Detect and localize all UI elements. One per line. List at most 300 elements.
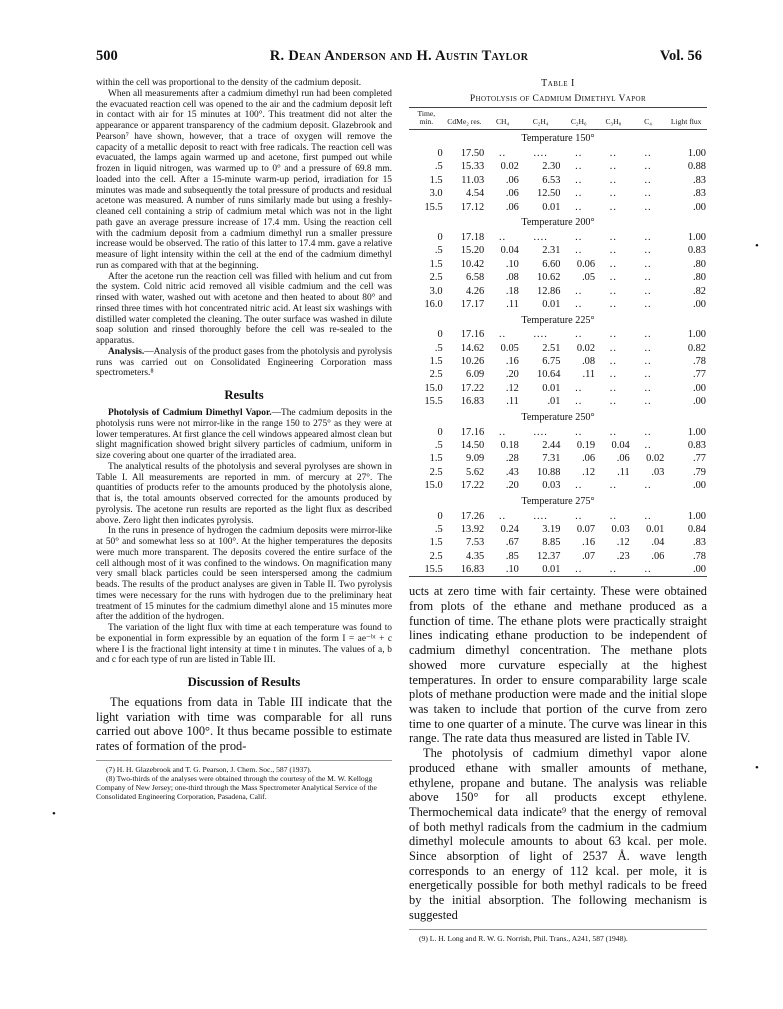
table-row	[409, 231, 707, 244]
column-header: C₂H₆	[561, 108, 596, 130]
table-cell: .83	[693, 174, 706, 186]
table-cell: ..	[644, 201, 652, 213]
paragraph: After the acetone run the reaction cell was filled with helium and cut from the system. Cold nitric acid removed all visible cadmium and the cell was rinsed with water, washed out with acetone and then heated to about 80° and rinsed three times with hot concentrated nitric acid. At least six washings with distilled water completed the cleaning. The outer surface was washed in dilute soap solution and rinsed thoroughly before the cell was re-sealed to the apparatus.	[96, 271, 392, 346]
table-cell: 12.37	[537, 550, 561, 562]
table-cell: .00	[693, 298, 706, 310]
table-cell: 4.54	[466, 188, 485, 200]
table-cell: ..	[561, 563, 596, 577]
results-text	[96, 408, 392, 666]
table-cell: 1.5	[429, 356, 443, 368]
table-cell: .28	[505, 453, 519, 465]
table-cell: 6.09	[466, 369, 485, 381]
results-heading: Results	[224, 388, 264, 402]
table-row	[409, 200, 707, 213]
table-cell: ..	[609, 201, 617, 213]
table-row	[409, 479, 707, 492]
table-cell: .85	[505, 550, 519, 562]
table-cell: 10.42	[460, 258, 485, 270]
temperature-label: Temperature 200°	[521, 217, 595, 229]
table-cell: 1.00	[687, 426, 706, 438]
table-cell: ..	[498, 148, 507, 159]
temperature-group-row	[409, 129, 707, 147]
table-cell: 17.22	[460, 480, 485, 492]
table-cell: ..	[644, 298, 652, 310]
table-cell: .08	[582, 356, 596, 368]
table-row	[409, 536, 707, 549]
table-cell: 0.04	[500, 245, 519, 257]
table-row	[409, 147, 707, 160]
table-cell: 15.5	[409, 563, 444, 577]
table-row	[409, 271, 707, 284]
table-cell: .08	[505, 272, 519, 284]
table-cell: .00	[693, 201, 706, 213]
footnote: (7) H. H. Glazebrook and T. G. Pearson, J. Chem. Soc., 587 (1937).	[106, 764, 312, 774]
paragraph: When all measurements after a cadmium dimethyl run had been completed the evacuated reaction cell was opened to the air and the cadmium deposit left in contact with air for 15 minutes at 100°. This treatment did not alter the appearance or apparent transparency of the cadmium deposit. Glazebrook and Pearson⁷ have shown, however, that a trace of oxygen will remove the capacity of a metallic deposit to react with free radicals. The reaction cell was evacuated, the lamps again warmed up and acetone, first pumped out while frozen in liquid nitrogen, was warmed up to 0° and a pressure of 69.8 mm. loaded into the cell. After a 15-minute warm-up period, irradiation for 15 minutes was made and subsequently the total pressure of products and residual acetone was measured. A number of runs similarly made but using a freshly-cleaned cell containing a strip of cadmium metal which was not in the light path gave an average pressure increase of 17.4 mm. Using the reaction cell with the cadmium deposit from a cadmium dimethyl run a smaller pressure increase would be observed. The ratio of this latter to 17.4 mm. gave a relative measure of light intensity within the cell at the end of the cadmium dimethyl run as compared with that at the beginning.	[96, 88, 392, 271]
left-column	[96, 78, 392, 801]
table-cell: 17.16	[460, 329, 485, 341]
table-cell: 3.0	[429, 285, 443, 297]
table-cell: 15.33	[460, 161, 485, 173]
table-cell: 17.17	[460, 298, 485, 310]
temperature-label: Temperature 225°	[521, 314, 595, 326]
paragraph: The analytical results of the photolysis and several pyrolyses are shown in Table I. All measurements are reported in mm. of mercury at 27°. The quantities of products refer to the amounts produced by the photolysis alone, that is, the total amounts observed corrected for the amounts produced by pyrolysis. The acetone run results are reported as the light flux as described above. Zero light then indicates pyrolysis.	[96, 461, 392, 526]
table-cell: .11	[617, 466, 630, 478]
column-header: C₄	[631, 108, 666, 130]
table-cell: ..	[644, 245, 652, 257]
table-cell: ..	[644, 148, 652, 159]
table-cell: 15.20	[460, 245, 485, 257]
table-cell: 3.0	[429, 188, 443, 200]
column-header: Light flux	[665, 108, 707, 130]
table-cell: 0.02	[500, 161, 519, 173]
table-cell: .11	[506, 396, 519, 408]
table-cell: .5	[434, 440, 443, 452]
footnote: (9) L. H. Long and R. W. G. Norrish, Phil. Trans., A241, 587 (1948).	[419, 933, 628, 943]
table-cell: ..	[498, 231, 507, 243]
table-cell: 10.62	[537, 272, 561, 284]
table-cell: ..	[644, 356, 652, 368]
table-cell: ..	[644, 258, 652, 270]
table-cell: .5	[434, 523, 443, 535]
paragraph: The variation of the light flux with time at each temperature was found to be exponential in form expressible by an equation of the form I = ae⁻ᵇᵗ + c where I is the fractional light intensity at time t in minutes. The values of a, b and c for each type of run are listed in Table III.	[96, 623, 392, 666]
table-cell: .12	[616, 537, 630, 549]
table-cell: .00	[693, 382, 706, 394]
table-cell: 6.53	[542, 174, 561, 186]
table-cell: ..	[575, 148, 583, 159]
table-cell: .04	[651, 537, 665, 549]
table-cell: .06	[505, 188, 519, 200]
table-cell: ..	[609, 174, 617, 186]
photolysis-text: —The cadmium deposits in the photolysis runs were not mirror-like in the range 150 to 275° as they were at lower temperatures. At first glance the cell windows appeared almost clean but slight magnification showed bright silvery particles of cadmium, uniform in size covering about one quarter of the irradiated area.	[96, 408, 392, 461]
table-cell: 1.5	[429, 537, 443, 549]
paragraph: ucts at zero time with fair certainty. These were obtained from plots of the ethane and methane produced as a function of time. The ethane plots were practically straight lines indicating ethane production to be independent of cadmium dimethyl concentration. The methane plots showed more curvature especially at the highest temperatures. In order to ensure comparability large scale plots of methane production were made and the initial slope was taken to include that portion of the curve from zero time to one quarter of a minute. The curve was linear in this range. The rate data thus measured are listed in Table IV.	[409, 584, 707, 746]
table-cell: 15.0	[424, 480, 443, 492]
table-cell: ..	[609, 342, 617, 354]
table-cell: .20	[505, 369, 519, 381]
table-row	[409, 563, 707, 577]
table-cell: 10.26	[460, 356, 485, 368]
table-cell: .05	[582, 272, 596, 284]
table-cell: ....	[533, 426, 548, 438]
table-body	[409, 129, 707, 577]
table-cell: .01	[547, 396, 561, 408]
table-cell: 0.01	[542, 298, 561, 310]
table-cell: ..	[575, 245, 583, 257]
table-cell: .16	[582, 537, 596, 549]
table-cell: ..	[575, 298, 583, 310]
table-cell: ..	[644, 329, 652, 341]
right-column	[409, 78, 707, 943]
table-cell: 12.50	[537, 188, 561, 200]
table-cell: .79	[693, 466, 706, 478]
temperature-group-row	[409, 408, 707, 425]
table-cell: ..	[609, 258, 617, 270]
table-cell: ..	[644, 480, 652, 492]
table-row	[409, 368, 707, 381]
table-cell: .06	[616, 453, 630, 465]
table-cell: .11	[582, 369, 596, 381]
footnotes	[96, 760, 392, 801]
table-cell: 0.82	[687, 342, 706, 354]
paragraph: The photolysis of cadmium dimethyl vapor alone produced ethane with smaller amounts of methane, ethylene, propane and butane. The analysis was reliable above 150° for all products except ethylene. Thermochemical data indicate⁹ that the energy of removal of both methyl radicals from the cadmium in the cadmium dimethyl molecule amounts to about 63 kcal. per mole. Since absorption of light of 2537 Å. wave length corresponds to an energy of 112 kcal. per mole, it is energetically possible for both methyl radicals to be freed by the initial absorption. The following mechanism is suggested	[409, 746, 707, 922]
table-cell: .23	[616, 550, 630, 562]
table-row	[409, 187, 707, 200]
table-cell: ..	[575, 174, 583, 186]
table-cell: 11.03	[461, 174, 485, 186]
table-cell: 16.0	[424, 298, 443, 310]
table-cell: 2.5	[429, 272, 443, 284]
column-header: CdMe₂ res.	[444, 108, 486, 130]
table-cell: ..	[575, 231, 583, 243]
table-cell: 7.31	[542, 453, 561, 465]
table-cell: ..	[609, 356, 617, 368]
table-cell: ..	[644, 440, 652, 452]
table-cell: .11	[506, 298, 519, 310]
table-cell: 1.5	[429, 174, 443, 186]
table-cell: ....	[533, 231, 548, 243]
table-1	[409, 78, 707, 577]
table-cell: .03	[651, 466, 665, 478]
table-cell: .78	[693, 356, 706, 368]
table-cell: 0.01	[646, 523, 665, 535]
table-cell: 15.0	[424, 382, 443, 394]
table-row	[409, 452, 707, 465]
paragraph: In the runs in presence of hydrogen the cadmium deposits were mirror-like at 50° and somewhat less so at 100°. At the higher temperatures the deposits were much more transparent. The deposits covered the entire surface of the cell although most of it was confined to the windows. On magnification many very small black particles could be seen interspersed among the cadmium beads. The results of the product analyses are given in Table II. Two pyrolysis times were necessary for the runs with hydrogen due to the preliminary heat treatment of 15 minutes for the cadmium dimethyl alone and 15 minutes more after the addition of the hydrogen.	[96, 526, 392, 623]
table-cell: .78	[693, 550, 706, 562]
table-cell: .00	[693, 396, 706, 408]
table-cell: ..	[609, 161, 617, 173]
table-cell: 2.5	[429, 369, 443, 381]
table-cell: 1.00	[687, 510, 706, 522]
table-cell: .12	[582, 466, 596, 478]
table-cell: ..	[644, 285, 652, 297]
table-cell: 4.35	[466, 550, 485, 562]
table-cell: ..	[498, 329, 507, 341]
table-cell: ..	[609, 369, 617, 381]
table-cell: .83	[693, 537, 706, 549]
table-cell: 15.5	[424, 201, 443, 213]
temperature-group-row	[409, 214, 707, 231]
table-cell: 0.02	[576, 342, 596, 354]
table-cell: 17.50	[460, 148, 485, 159]
table-cell: 0.01	[520, 563, 562, 577]
table-cell: ....	[533, 148, 548, 159]
table-cell: ..	[575, 396, 583, 408]
table-cell: ..	[609, 510, 617, 522]
temperature-group-row	[409, 492, 707, 509]
temperature-group-row	[409, 311, 707, 328]
table-cell: 0.03	[611, 523, 630, 535]
table-cell: 1.5	[429, 258, 443, 270]
table-row	[409, 244, 707, 257]
table-cell: 0.24	[500, 523, 519, 535]
table-cell: 0.03	[542, 480, 561, 492]
table-cell: ..	[609, 148, 617, 159]
table-title: Table I	[541, 78, 575, 89]
photolysis-paragraph	[96, 408, 392, 462]
table-row	[409, 174, 707, 187]
table-cell: .67	[505, 537, 519, 549]
table-cell: 12.86	[537, 285, 561, 297]
table-cell: .20	[505, 480, 519, 492]
table-cell: .82	[693, 285, 706, 297]
margin-mark: •	[755, 762, 759, 774]
table-cell: .5	[434, 161, 443, 173]
table-cell: 17.18	[460, 231, 485, 243]
column-header: Time, min.	[409, 108, 444, 130]
table-row	[409, 509, 707, 522]
table-cell: .07	[582, 550, 596, 562]
table-cell: 17.16	[460, 426, 485, 438]
table-row	[409, 160, 707, 173]
table-row	[409, 466, 707, 479]
table-cell: ..	[596, 563, 631, 577]
table-cell: .10	[505, 258, 519, 270]
table-cell: 15.5	[424, 396, 443, 408]
table-cell: ..	[575, 188, 583, 200]
table-cell: 0.04	[611, 440, 630, 452]
table-cell: 7.53	[466, 537, 485, 549]
table-cell: .5	[434, 342, 443, 354]
table-cell: 0.88	[687, 161, 706, 173]
running-head-authors: R. Dean Anderson and H. Austin Taylor	[269, 48, 529, 64]
table-cell: 0	[437, 510, 443, 522]
table-cell: ..	[644, 382, 652, 394]
margin-mark: •	[52, 808, 56, 820]
table-cell: ..	[609, 382, 617, 394]
table-cell: ..	[575, 510, 583, 522]
table-cell: 0	[437, 148, 443, 159]
table-row	[409, 355, 707, 368]
table-row	[409, 298, 707, 311]
table-cell: ..	[575, 161, 583, 173]
table-cell: ..	[609, 245, 617, 257]
table-cell: 14.62	[460, 342, 485, 354]
table-header-row	[409, 108, 707, 130]
table-cell: ..	[498, 426, 507, 438]
paragraph: The equations from data in Table III indicate that the light variation with time was comparable for all runs carried out above 100°. It thus became possible to estimate rates of formation of the prod-	[96, 695, 392, 754]
table-cell: ..	[609, 396, 617, 408]
table-cell: .06	[582, 453, 596, 465]
table-cell: 6.60	[542, 258, 561, 270]
table-cell: .00	[665, 563, 707, 577]
methods-text	[96, 78, 392, 379]
table-cell: 14.50	[460, 440, 485, 452]
table-cell: ..	[644, 161, 652, 173]
table-cell: ..	[609, 298, 617, 310]
table-cell: ..	[644, 369, 652, 381]
table-cell: 8.85	[542, 537, 561, 549]
table-cell: ..	[609, 231, 617, 243]
photolysis-runin-heading: Photolysis of Cadmium Dimethyl Vapor.	[108, 408, 272, 418]
table-cell: ..	[575, 329, 583, 341]
table-cell: 0	[437, 231, 443, 243]
table-cell: ..	[644, 426, 652, 438]
table-cell: 10.64	[537, 369, 561, 381]
table-cell: 0	[437, 426, 443, 438]
paragraph: within the cell was proportional to the density of the cadmium deposit.	[96, 78, 362, 88]
table-cell: 0.05	[500, 342, 519, 354]
table-caption: Photolysis of Cadmium Dimethyl Vapor	[469, 94, 647, 104]
volume-number: Vol. 56	[659, 48, 702, 64]
table-row	[409, 328, 707, 341]
table-cell: 17.12	[460, 201, 485, 213]
table-cell: .77	[693, 369, 706, 381]
table-cell: ..	[498, 510, 507, 522]
table-cell: 16.83	[444, 563, 486, 577]
analysis-runin-heading: Analysis.	[108, 346, 145, 357]
column-header: C₂H₄	[520, 108, 562, 130]
table-cell: ..	[644, 174, 652, 186]
table-cell: 2.5	[429, 466, 443, 478]
page-number: 500	[96, 48, 118, 64]
analysis-text: —Analysis of the product gases from the photolysis and pyrolysis runs was carried out on Consolidated Engineering Corporation mass spectrometers.⁸	[96, 346, 392, 379]
table-cell: 0.84	[687, 523, 706, 535]
table-cell: .16	[505, 356, 519, 368]
table-cell: 13.92	[460, 523, 485, 535]
table-cell: 0.02	[646, 453, 665, 465]
table-cell: ..	[644, 396, 652, 408]
table-cell: .80	[693, 272, 706, 284]
discussion-text	[96, 695, 392, 754]
table-cell: ..	[644, 272, 652, 284]
discussion-heading: Discussion of Results	[187, 675, 301, 689]
table-cell: 4.26	[466, 285, 485, 297]
table-cell: 1.00	[687, 231, 706, 243]
table-cell: 2.31	[542, 245, 561, 257]
table-cell: .10	[485, 563, 520, 577]
table-cell: ..	[575, 426, 583, 438]
table-row	[409, 550, 707, 563]
table-cell: 10.88	[537, 466, 561, 478]
table-cell: 17.26	[460, 510, 485, 522]
table-cell: ..	[644, 188, 652, 200]
table-cell: ..	[575, 201, 583, 213]
table-row	[409, 284, 707, 297]
table-cell: .06	[651, 550, 665, 562]
temperature-label: Temperature 150°	[521, 133, 595, 145]
table-cell: ..	[644, 510, 652, 522]
table-cell: 6.58	[466, 272, 485, 284]
right-body-text	[409, 584, 707, 922]
table-cell: ..	[609, 188, 617, 200]
table-row	[409, 382, 707, 395]
table-cell: ....	[533, 329, 548, 341]
table-cell: 0.07	[576, 523, 596, 535]
table-cell: .06	[505, 174, 519, 186]
table-cell: 6.75	[542, 356, 561, 368]
table-cell: 5.62	[466, 466, 485, 478]
table-row	[409, 439, 707, 452]
table-cell: 1.00	[687, 329, 706, 341]
table-cell: 1.5	[429, 453, 443, 465]
table-cell: 1.00	[687, 148, 706, 159]
table-cell: ..	[609, 480, 617, 492]
table-cell: 0	[437, 329, 443, 341]
table-cell: .80	[693, 258, 706, 270]
analysis-paragraph	[96, 347, 392, 379]
table-cell: 0.18	[500, 440, 519, 452]
table-cell: 0.19	[576, 440, 596, 452]
table-cell: .83	[693, 188, 706, 200]
table-cell: .00	[693, 480, 706, 492]
table-cell: .43	[505, 466, 519, 478]
temperature-label: Temperature 250°	[521, 411, 595, 423]
table-row	[409, 395, 707, 408]
table-row	[409, 342, 707, 355]
table-cell: 2.30	[542, 161, 561, 173]
column-header: CH₄	[485, 108, 520, 130]
table-row	[409, 258, 707, 271]
table-cell: ....	[533, 510, 548, 522]
table-cell: ..	[631, 563, 666, 577]
table-cell: ..	[644, 342, 652, 354]
table-cell: 0.83	[687, 440, 706, 452]
table-cell: 2.44	[542, 440, 561, 452]
running-header	[96, 48, 702, 66]
table-cell: ..	[609, 329, 617, 341]
table-cell: ..	[609, 426, 617, 438]
table-cell: .5	[434, 245, 443, 257]
table-cell: ..	[609, 285, 617, 297]
data-table	[409, 107, 707, 577]
table-cell: ..	[575, 285, 583, 297]
table-cell: 2.5	[429, 550, 443, 562]
table-cell: ..	[609, 272, 617, 284]
table-cell: .77	[693, 453, 706, 465]
table-cell: ..	[575, 382, 583, 394]
table-row	[409, 523, 707, 536]
table-row	[409, 425, 707, 438]
margin-mark: •	[755, 240, 759, 252]
table-cell: 17.22	[460, 382, 485, 394]
table-cell: 0.83	[687, 245, 706, 257]
table-cell: 16.83	[460, 396, 485, 408]
table-cell: 2.51	[542, 342, 561, 354]
column-header: C₃H₈	[596, 108, 631, 130]
table-cell: 0.01	[542, 382, 561, 394]
temperature-label: Temperature 275°	[521, 495, 595, 507]
footnotes	[409, 929, 707, 943]
table-cell: 3.19	[542, 523, 561, 535]
table-cell: 0.06	[576, 258, 596, 270]
table-cell: 0.01	[542, 201, 561, 213]
table-cell: ..	[644, 231, 652, 243]
footnote: (8) Two-thirds of the analyses were obtained through the courtesy of the M. W. Kellogg Company of New Jersey; one-third through the Mass Spectrometer Analytical Service of the Consolidated Engineering Corporation, Pasadena, Calif.	[96, 773, 377, 802]
table-cell: 9.09	[466, 453, 485, 465]
table-cell: .18	[505, 285, 519, 297]
table-cell: ..	[575, 480, 583, 492]
